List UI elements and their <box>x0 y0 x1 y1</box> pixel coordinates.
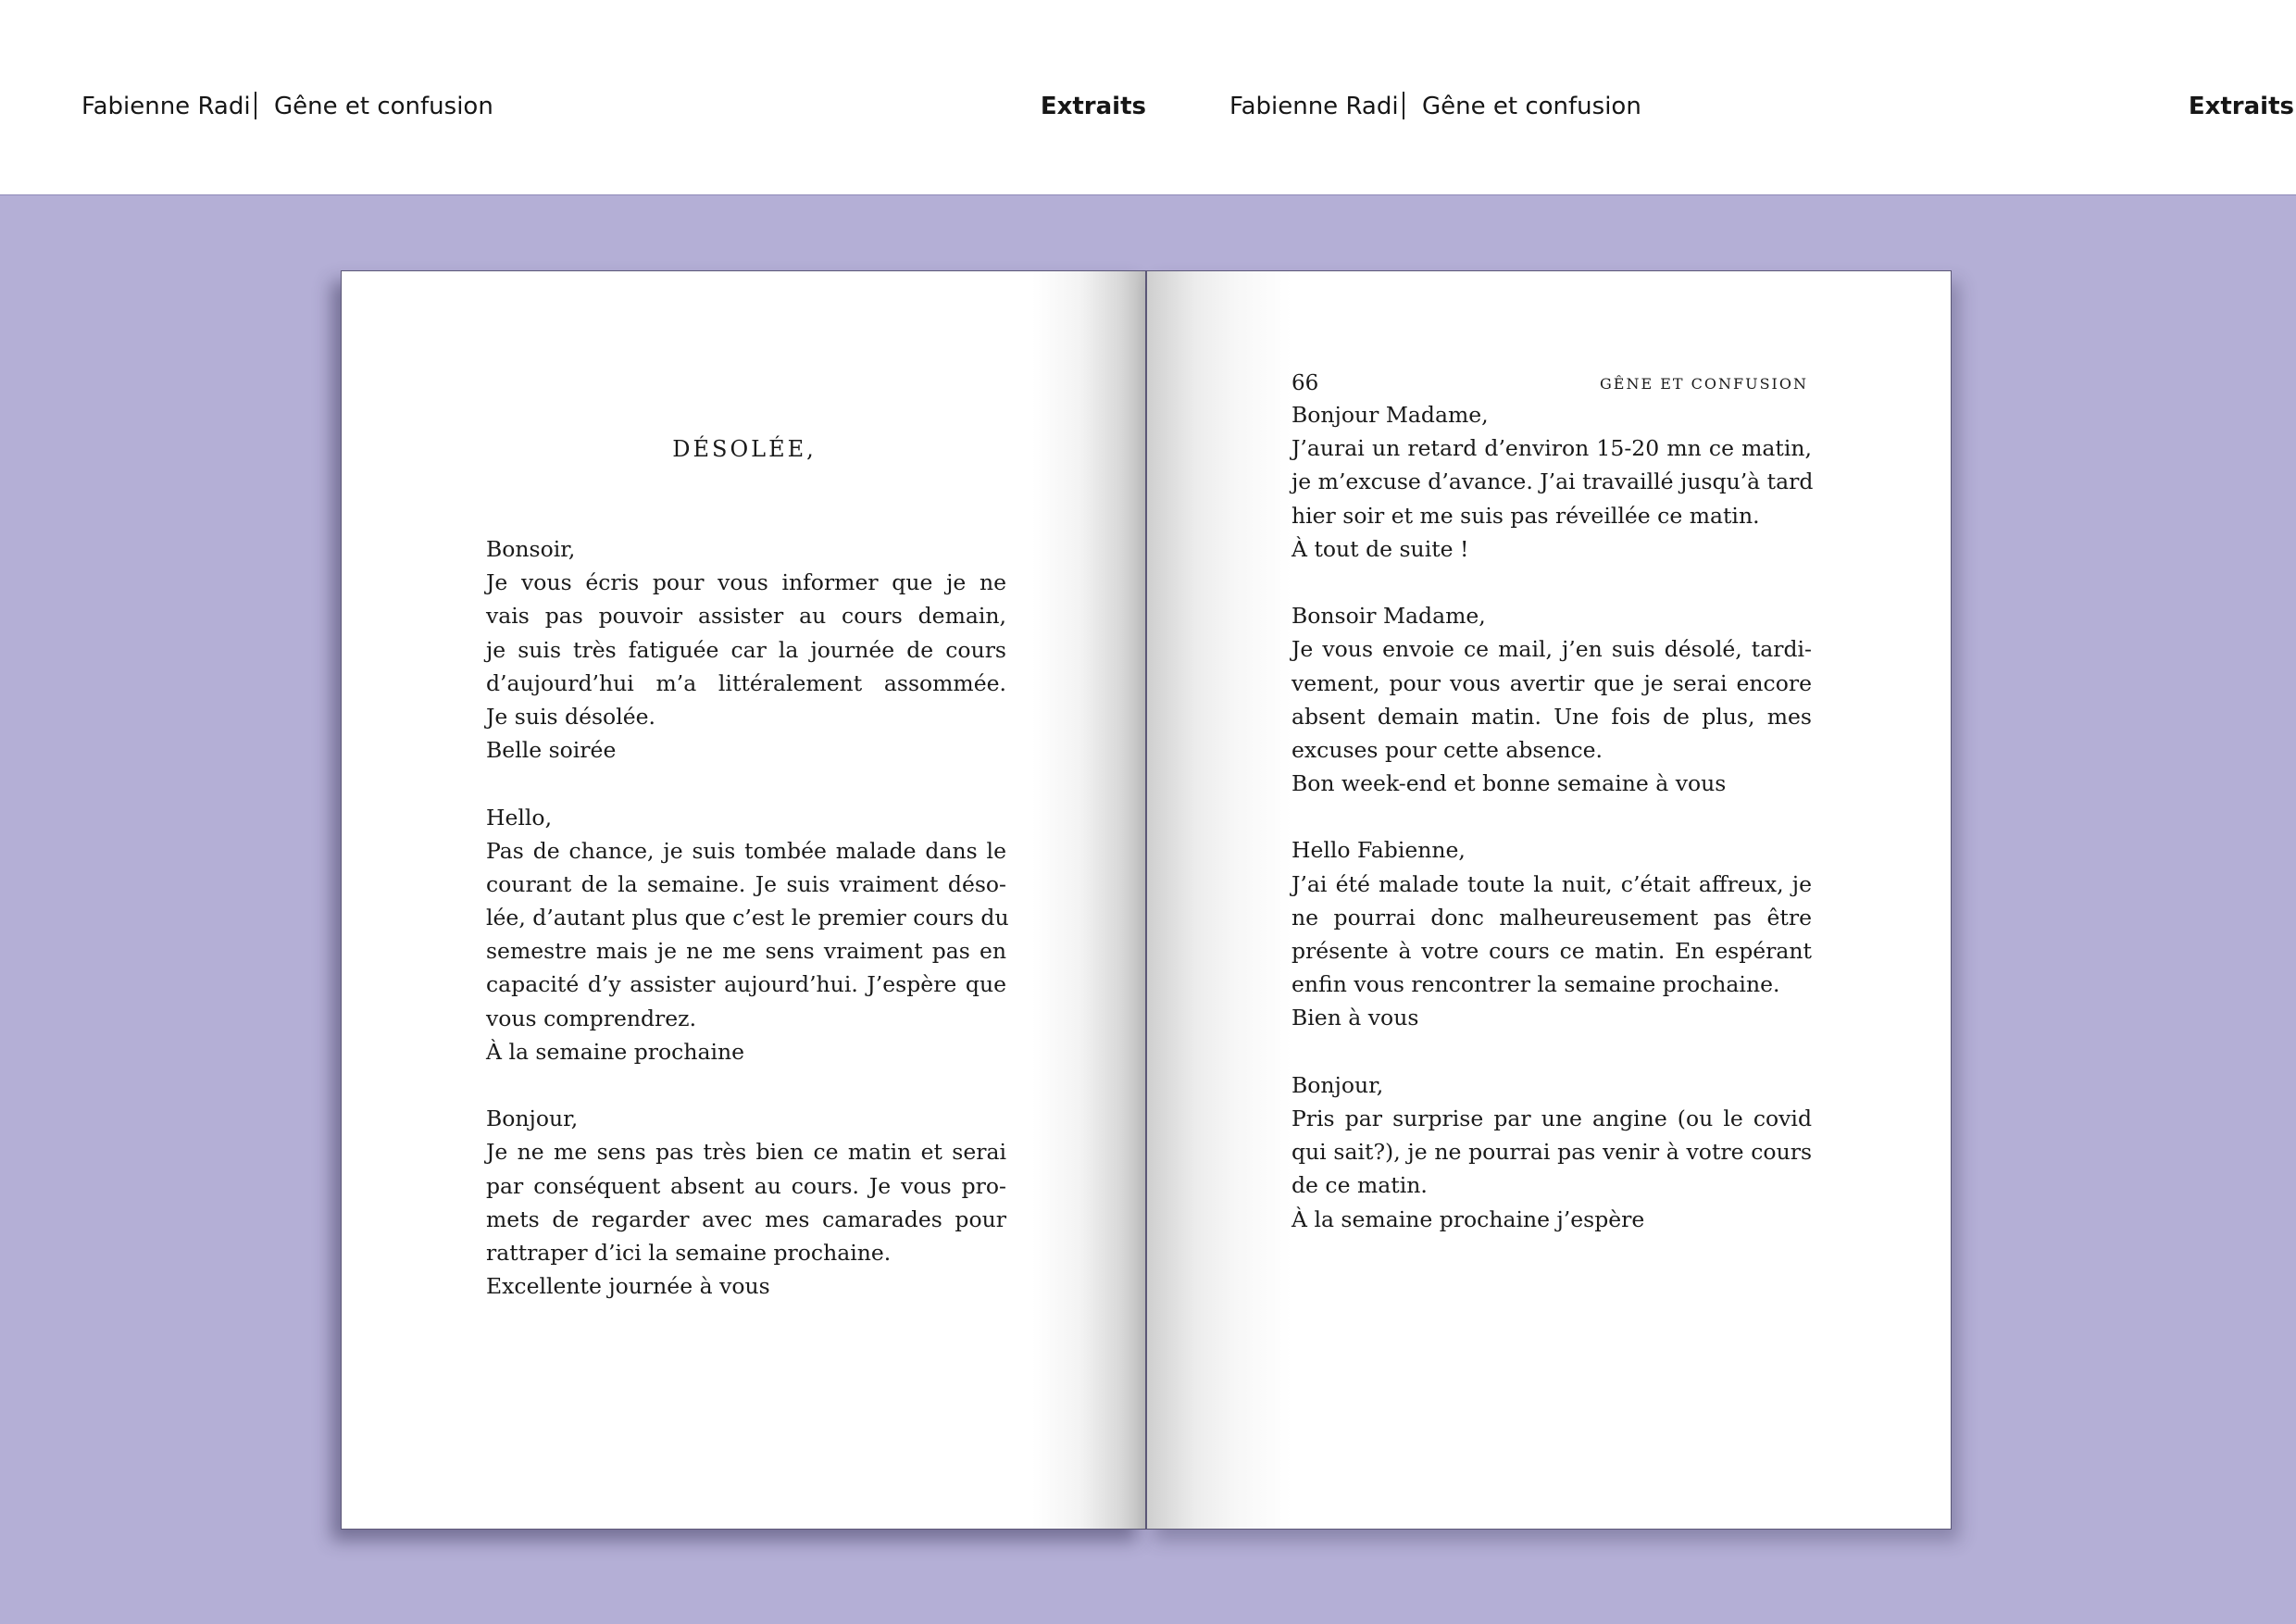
text-line: Je suis désolée. <box>486 703 655 730</box>
email-paragraph <box>1292 398 1812 566</box>
text-line: excuses pour cette absence. <box>1292 736 1603 763</box>
text-line: vais pas pouvoir assister au cours demain, <box>486 603 1006 630</box>
text-line: Bonjour Madame, <box>1292 402 1489 428</box>
header-section-label: Extraits <box>1040 93 1146 120</box>
header-book-title: Gêne et confusion <box>1422 93 1641 120</box>
text-line: par conséquent absent au cours. Je vous pro- <box>486 1172 1006 1199</box>
text-line: rattraper d’ici la semaine prochaine. <box>486 1239 892 1266</box>
running-head: GÊNE ET CONFUSION <box>1599 375 1808 393</box>
text-line: Bonjour, <box>486 1106 579 1132</box>
text-line: enfin vous rencontrer la semaine prochaine. <box>1292 971 1780 998</box>
text-line: J’aurai un retard d’environ 15-20 mn ce matin, <box>1292 435 1812 462</box>
text-line: Pas de chance, je suis tombée malade dans le <box>486 837 1006 864</box>
header-bar <box>0 0 2296 194</box>
text-line: Excellente journée à vous <box>486 1273 770 1300</box>
text-line: vement, pour vous avertir que je serai encore <box>1292 669 1812 696</box>
text-line: je m’excuse d’avance. J’ai travaillé jusqu’à tard <box>1292 468 1814 495</box>
text-line: Je vous écris pour vous informer que je ne <box>486 569 1006 596</box>
text-line: mets de regarder avec mes camarades pour <box>486 1206 1006 1232</box>
text-line: courant de la semaine. Je suis vraiment déso- <box>486 870 1006 897</box>
email-paragraph <box>1292 833 1812 1034</box>
header-author: Fabienne Radi <box>81 93 251 120</box>
text-line: J’ai été malade toute la nuit, c’était affreux, je <box>1292 870 1812 897</box>
text-line: hier soir et me suis pas réveillée ce matin. <box>1292 502 1760 529</box>
header-right <box>1229 88 2294 125</box>
text-line: À la semaine prochaine j’espère <box>1292 1206 1645 1232</box>
text-line: Hello, <box>486 804 553 831</box>
text-line: À la semaine prochaine <box>486 1038 745 1065</box>
chapter-title: DÉSOLÉE, <box>672 436 817 462</box>
email-paragraph <box>486 801 1009 1069</box>
header-separator <box>1403 92 1404 119</box>
header-left <box>81 88 1146 125</box>
text-line: ne pourrai donc malheureusement pas être <box>1292 904 1812 931</box>
text-line: présente à votre cours ce matin. En espérant <box>1292 938 1812 964</box>
header-section-label: Extraits <box>2188 93 2294 120</box>
text-line: qui sait?), je ne pourrai pas venir à votre cours <box>1292 1139 1812 1166</box>
text-line: vous comprendrez. <box>486 1005 697 1031</box>
text-line: Je vous envoie ce mail, j’en suis désolé, tardi- <box>1292 636 1812 663</box>
header-separator <box>255 92 256 119</box>
text-line: Belle soirée <box>486 737 617 764</box>
text-line: À tout de suite ! <box>1292 535 1469 562</box>
text-line: lée, d’autant plus que c’est le premier cours du <box>486 905 1009 931</box>
text-line: Je ne me sens pas très bien ce matin et serai <box>486 1139 1006 1166</box>
page-number: 66 <box>1292 371 1319 395</box>
left-page <box>341 270 1146 1530</box>
text-line: Bon week-end et bonne semaine à vous <box>1292 770 1727 797</box>
text-line: Pris par surprise par une angine (ou le covid <box>1292 1105 1812 1131</box>
right-page-body <box>1292 398 1812 1269</box>
email-paragraph <box>486 1102 1006 1303</box>
text-line: capacité d’y assister aujourd’hui. J’espère que <box>486 971 1006 998</box>
text-line: Bonjour, <box>1292 1071 1384 1098</box>
text-line: d’aujourd’hui m’a littéralement assommée. <box>486 669 1006 696</box>
email-paragraph <box>1292 599 1812 800</box>
right-page <box>1146 270 1952 1530</box>
text-line: de ce matin. <box>1292 1172 1428 1199</box>
text-line: Bonsoir, <box>486 536 576 562</box>
header-author: Fabienne Radi <box>1229 93 1399 120</box>
text-line: Bonsoir Madame, <box>1292 603 1486 630</box>
left-page-body <box>486 532 1009 1337</box>
email-paragraph <box>1292 1068 1812 1236</box>
text-line: semestre mais je ne me sens vraiment pas en <box>486 938 1006 965</box>
text-line: Bien à vous <box>1292 1005 1419 1031</box>
text-line: Hello Fabienne, <box>1292 837 1466 864</box>
email-paragraph <box>486 532 1006 767</box>
text-line: je suis très fatiguée car la journée de cours <box>486 636 1006 663</box>
header-book-title: Gêne et confusion <box>274 93 493 120</box>
text-line: absent demain matin. Une fois de plus, mes <box>1292 703 1812 730</box>
